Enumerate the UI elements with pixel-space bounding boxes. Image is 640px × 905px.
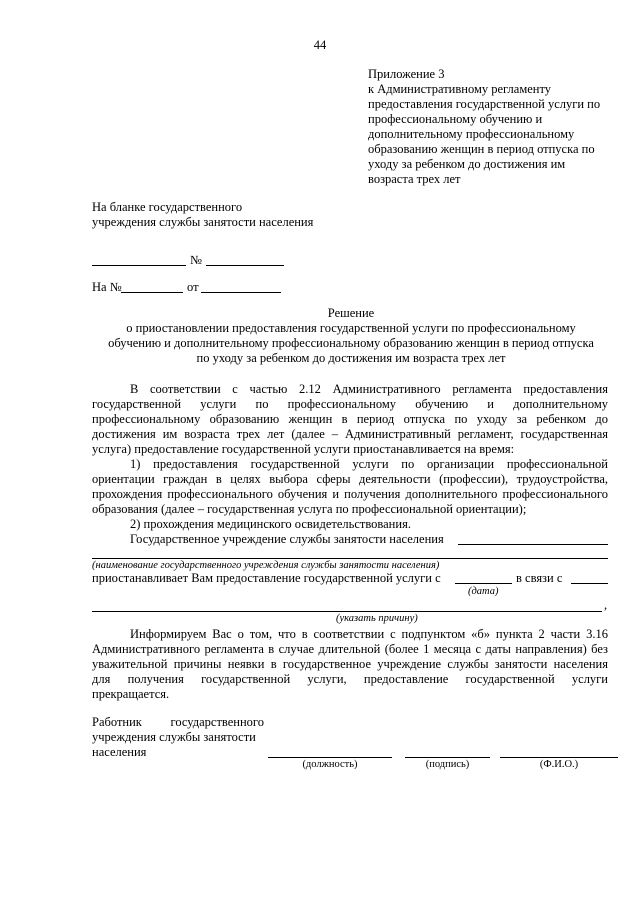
position-caption: (должность) bbox=[302, 759, 358, 770]
para2-line: Информируем Вас о том, что в соответствии с подпунктом «б» пункта 2 части 3.16 bbox=[130, 627, 608, 641]
sign-caption: (подпись) bbox=[425, 759, 470, 770]
item1-line: образования (далее – государственная услуга по профессиональной ориентации); bbox=[92, 502, 527, 516]
institution-label: Государственное учреждение службы занятости населения bbox=[130, 532, 444, 546]
para1-line: профессиональному образованию женщин в период отпуска по уходу за ребенком до bbox=[92, 412, 608, 426]
reg-number-line bbox=[206, 265, 284, 266]
item2-line: 2) прохождения медицинского освидетельствования. bbox=[130, 517, 411, 531]
para2-line: уважительной причины неявки в государственное учреждение службы занятости населения bbox=[92, 657, 608, 671]
reg-date-line bbox=[92, 265, 186, 266]
appendix-line: дополнительному профессиональному bbox=[368, 127, 575, 141]
letterhead-line: учреждения службы занятости населения bbox=[92, 215, 314, 229]
document-subtitle-line: обучению и дополнительному профессиональному образованию женщин в период отпуска bbox=[108, 336, 594, 350]
signature-line: учреждения службы занятости bbox=[92, 730, 256, 744]
para1-line: В соответствии с частью 2.12 Административного регламента предоставления bbox=[130, 382, 608, 396]
suspend-text: приостанавливает Вам предоставление государственной услуги с bbox=[92, 571, 441, 585]
signature-line: населения bbox=[92, 745, 147, 759]
letterhead-line: На бланке государственного bbox=[92, 200, 243, 214]
reg-number-label: № bbox=[190, 253, 202, 267]
reason-caption: (указать причину) bbox=[336, 613, 418, 624]
item1-line: 1) предоставления государственной услуги по организации профессиональной bbox=[130, 457, 608, 471]
appendix-line: возраста трех лет bbox=[368, 172, 461, 186]
item1-line: прохождения профессионального обучения и получения дополнительного профессионального bbox=[92, 487, 608, 501]
document-subtitle-line: о приостановлении предоставления государственной услуги по профессиональному bbox=[126, 321, 576, 335]
appendix-line: к Административному регламенту bbox=[368, 82, 552, 96]
appendix-line: предоставления государственной услуги по bbox=[368, 97, 601, 111]
due-to-label: в связи с bbox=[516, 571, 563, 585]
para1-line: услуга) предоставление государственной услуги приостанавливается на время: bbox=[92, 442, 515, 456]
document-heading: Решение bbox=[327, 306, 375, 320]
signature-line: Работник государственного bbox=[92, 715, 264, 729]
page-number: 44 bbox=[313, 38, 327, 52]
document-subtitle-line: по уходу за ребенком до достижения им возраста трех лет bbox=[196, 351, 506, 365]
date-caption: (дата) bbox=[468, 586, 499, 597]
para2-line: для получения государственной услуги, предоставление государственной услуги bbox=[92, 672, 608, 686]
ref-date-line bbox=[201, 292, 281, 293]
appendix-block bbox=[368, 67, 600, 187]
letterhead bbox=[92, 200, 313, 230]
appendix-line: образованию женщин в период отпуска по bbox=[368, 142, 595, 156]
appendix-line: профессиональному обучению и bbox=[368, 112, 543, 126]
para2-line: Административного регламента в случае длительной (более 1 месяца с даты направления) без bbox=[92, 642, 608, 656]
appendix-title: Приложение 3 bbox=[368, 67, 445, 81]
due-to-line bbox=[571, 583, 608, 584]
reason-comma: , bbox=[604, 598, 608, 612]
ref-number-line bbox=[121, 292, 183, 293]
para1-line: государственной услуги по профессиональному обучению и дополнительному bbox=[92, 397, 608, 411]
para2-line: прекращается. bbox=[92, 687, 170, 701]
ref-label: На № bbox=[92, 280, 122, 294]
appendix-line: уходу за ребенком до достижения им bbox=[368, 157, 566, 171]
suspend-date-line bbox=[455, 583, 512, 584]
institution-line-1 bbox=[458, 544, 608, 545]
para1-line: достижения им возраста трех лет (далее – Административный регламент, государственная bbox=[92, 427, 608, 441]
name-caption: (Ф.И.О.) bbox=[539, 759, 579, 770]
ref-from-label: от bbox=[187, 280, 199, 294]
item1-line: ориентации граждан в целях выбора сферы деятельности (профессии), трудоустройства, bbox=[92, 472, 608, 486]
institution-caption: (наименование государственного учреждения службы занятости населения) bbox=[92, 560, 440, 571]
